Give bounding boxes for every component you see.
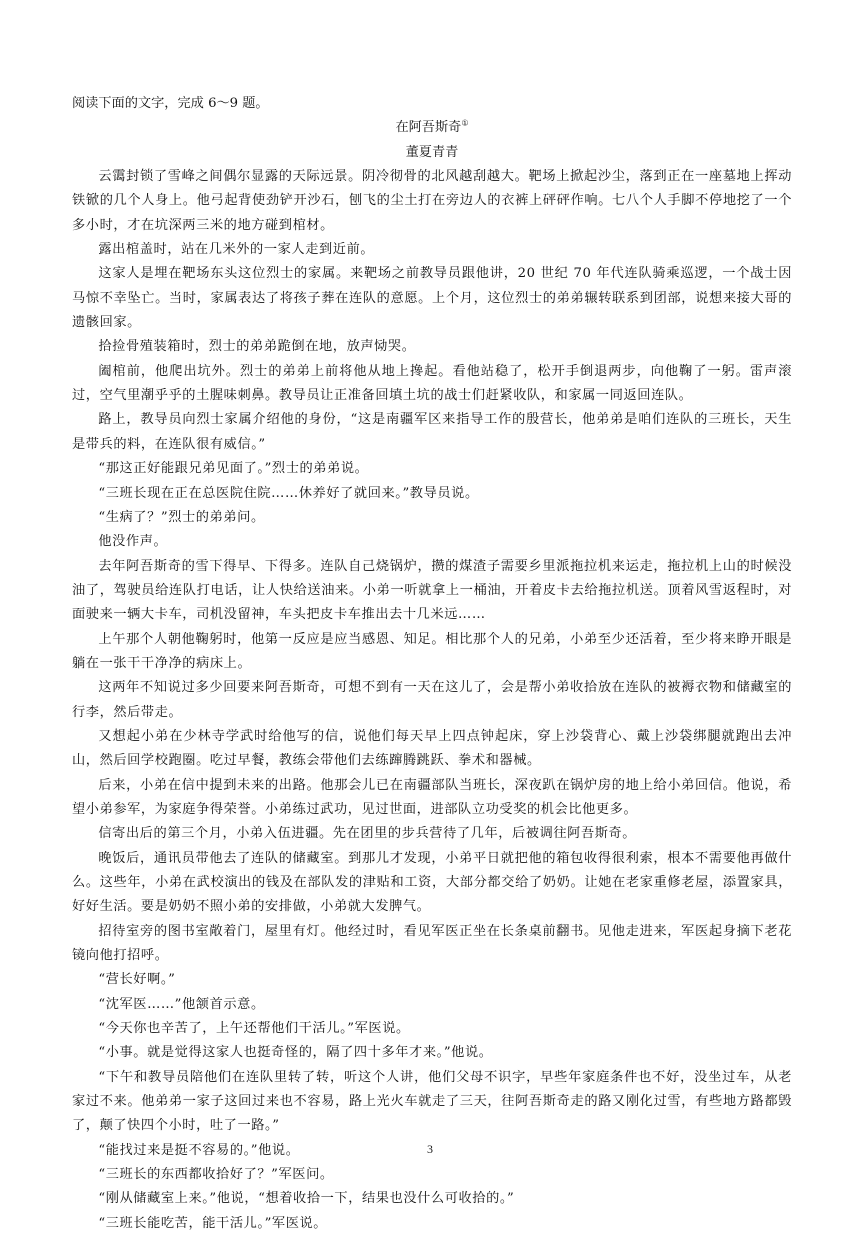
paragraph: 他没作声。	[98, 534, 168, 550]
paragraph: 又想起小弟在少林寺学武时给他写的信，说他们每天早上四点钟起床，穿上沙袋背心、戴上沙袋绑腿就跑出去冲山，然后回学校跑圈。吃过早餐，教练会带他们去练蹿腾跳跃、拳术和器械。	[72, 728, 792, 769]
paragraph: 露出棺盖时，站在几米外的一家人走到近前。	[98, 242, 375, 258]
paragraph: “那这正好能跟兄弟见面了。”烈士的弟弟说。	[98, 461, 369, 477]
paragraph: 招待室旁的图书室敞着门，屋里有灯。他经过时，看见军医正坐在长条桌前翻书。见他走进来，军医起身摘下老花镜向他打招呼。	[72, 923, 792, 964]
paragraph: “三班长的东西都收拾好了？”军医问。	[98, 1167, 334, 1183]
article-page	[72, 92, 792, 1236]
page-number: 3	[427, 1142, 433, 1156]
article-author: 董夏青青	[405, 144, 459, 160]
paragraph: 信寄出后的第三个月，小弟入伍进疆。先在团里的步兵营待了几年，后被调往阿吾斯奇。	[98, 826, 637, 842]
paragraph: “小事。就是觉得这家人也挺奇怪的，隔了四十多年才来。”他说。	[98, 1045, 493, 1061]
paragraph: “下午和教导员陪他们在连队里转了转，听这个人讲，他们父母不识字，早些年家庭条件也不好，没坐过车，从老家过不来。他弟弟一家子这回过来也不容易，路上光火车就走了三天，往阿吾斯奇走的路又刚化过雪，有些地方路都毁了，颠了快四个小时，吐了一路。”	[72, 1069, 792, 1134]
paragraph: “营长好啊。”	[98, 972, 176, 988]
paragraph: 后来，小弟在信中提到未来的出路。他那会儿已在南疆部队当班长，深夜趴在锅炉房的地上给小弟回信。他说，希望小弟参军，为家庭争得荣誉。小弟练过武功，见过世面，进部队立功受奖的机会比他更多。	[72, 777, 792, 817]
article-body	[72, 165, 792, 1236]
paragraph: 去年阿吾斯奇的雪下得早、下得多。连队自己烧锅炉，攒的煤渣子需要乡里派拖拉机来运走，拖拉机上山的时候没油了，驾驶员给连队打电话，让人快给送油来。小弟一听就拿上一桶油，开着皮卡去给拖拉机送。顶着风雪返程时，对面驶来一辆大卡车，司机没留神，车头把皮卡车推出去十几米远……	[72, 558, 792, 623]
paragraph: “生病了？”烈士的弟弟问。	[98, 509, 265, 525]
paragraph: 这家人是埋在靶场东头这位烈士的家属。来靶场之前教导员跟他讲，20 世纪 70 年代连队骑乘巡逻，一个战士因马惊不幸坠亡。当时，家属表达了将孩子葬在连队的意愿。上个月，这位烈士的弟弟辗转联系到团部，说想来接大哥的遗骸回家。	[72, 266, 792, 331]
paragraph: “沈军医……”他颔首示意。	[98, 996, 265, 1012]
paragraph: “今天你也辛苦了，上午还帮他们干活儿。”军医说。	[98, 1021, 410, 1037]
paragraph: 这两年不知说过多少回要来阿吾斯奇，可想不到有一天在这儿了，会是帮小弟收拾放在连队的被褥衣物和储藏室的行李，然后带走。	[72, 680, 792, 720]
paragraph: “能找过来是挺不容易的。”他说。	[98, 1142, 300, 1158]
paragraph: 路上，教导员向烈士家属介绍他的身份，“这是南疆军区来指导工作的殷营长，他弟弟是咱们连队的三班长，天生是带兵的料，在连队很有威信。”	[72, 412, 792, 452]
paragraph: 云霭封锁了雪峰之间偶尔显露的天际远景。阴冷彻骨的北风越刮越大。靶场上掀起沙尘，落到正在一座墓地上挥动铁锨的几个人身上。他弓起背使劲铲开沙石，刨飞的尘土打在旁边人的衣裤上砰砰作响。七八个人手脚不停地挖了一个多小时，才在坑深两三米的地方碰到棺材。	[72, 169, 792, 233]
paragraph: 上午那个人朝他鞠躬时，他第一反应是应当感恩、知足。相比那个人的兄弟，小弟至少还活着，至少将来睁开眼是躺在一张干干净净的病床上。	[72, 631, 792, 671]
question-instruction: 阅读下面的文字，完成 6～9 题。	[72, 96, 269, 111]
paragraph: “三班长能吃苦，能干活儿。”军医说。	[98, 1215, 328, 1231]
paragraph: 阖棺前，他爬出坑外。烈士的弟弟上前将他从地上搀起。看他站稳了，松开手倒退两步，向他鞠了一躬。雷声滚过，空气里潮乎乎的土腥味刺鼻。教导员让正准备回填土坑的战士们赶紧收队，和家属一同返回连队。	[72, 363, 792, 404]
footnote-marker: ①	[461, 118, 469, 128]
title-text: 在阿吾斯奇	[395, 120, 462, 136]
article-title	[72, 116, 792, 140]
paragraph: 拾捡骨殖装箱时，烈士的弟弟跪倒在地，放声恸哭。	[98, 339, 416, 355]
paragraph: 晚饭后，通讯员带他去了连队的储藏室。到那儿才发现，小弟平日就把他的箱包收得很利索，根本不需要他再做什么。这些年，小弟在武校演出的钱及在部队发的津贴和工资，大部分都交给了奶奶。让她在老家重修老屋，添置家具，好好生活。要是奶奶不照小弟的安排做，小弟就大发脾气。	[72, 850, 792, 915]
paragraph: “三班长现在正在总医院住院……休养好了就回来。”教导员说。	[98, 485, 479, 501]
paragraph: “刚从储藏室上来。”他说，“想着收拾一下，结果也没什么可收拾的。”	[98, 1191, 515, 1207]
